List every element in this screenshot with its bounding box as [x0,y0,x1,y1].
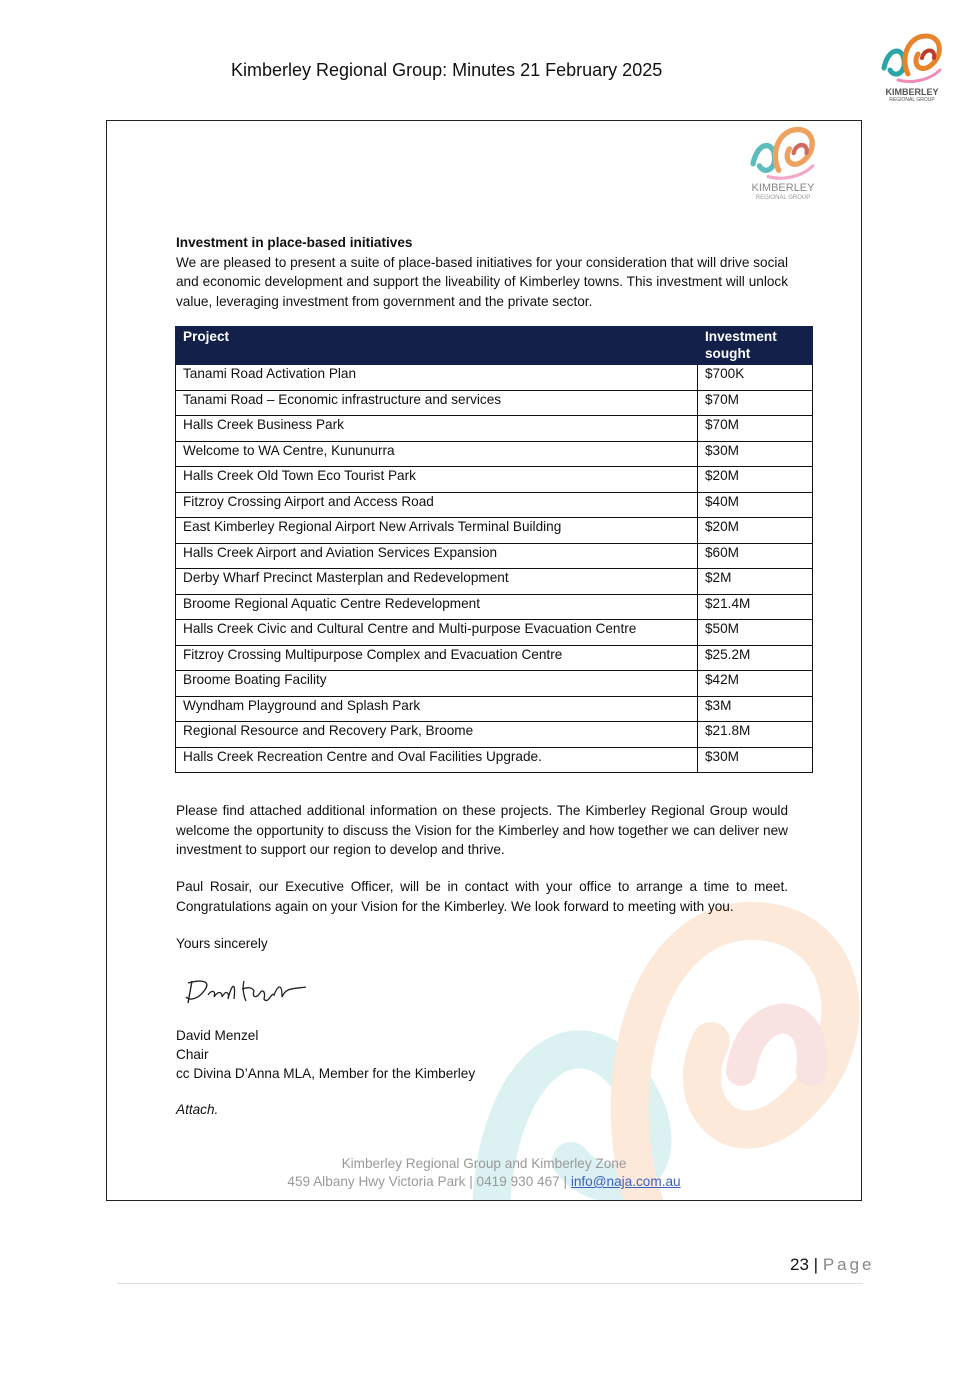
letter-footer-line2 [107,1174,861,1189]
project-amount: $30M [698,441,813,467]
logo-tagline: REGIONAL GROUP [755,195,811,201]
projects-table [175,326,813,773]
project-name: Fitzroy Crossing Multipurpose Complex and Evacuation Centre [176,645,698,671]
signer-name: David Menzel [176,1028,259,1043]
project-name: Halls Creek Civic and Cultural Centre and Multi-purpose Evacuation Centre [176,620,698,646]
header-investment: Investment sought [698,327,813,365]
project-name: Fitzroy Crossing Airport and Access Road [176,492,698,518]
project-amount: $2M [698,569,813,595]
table-row [176,416,813,442]
project-name: Wyndham Playground and Splash Park [176,696,698,722]
bottom-divider [117,1283,863,1284]
logo-swirl-icon [745,121,821,183]
page-word: Page [822,1255,875,1274]
table-row [176,569,813,595]
paragraph-contact [176,877,788,916]
table-row [176,467,813,493]
table-row [176,747,813,773]
logo-name: KIMBERLEY [885,87,939,97]
project-amount: $40M [698,492,813,518]
project-name: Tanami Road Activation Plan [176,365,698,391]
attach-label: Attach. [176,1102,219,1117]
letter-intro [176,233,788,311]
page-number-separator: | [813,1255,819,1274]
table-header-row [176,327,813,365]
signer-block [176,1026,788,1083]
logo-name: KIMBERLEY [751,182,815,194]
logo-tagline: REGIONAL GROUP [889,97,935,103]
project-name: Halls Creek Airport and Aviation Services Expansion [176,543,698,569]
paragraph-attached-info [176,801,788,860]
project-name: Regional Resource and Recovery Park, Broome [176,722,698,748]
project-amount: $70M [698,390,813,416]
attach-block [176,1100,788,1120]
project-amount: $20M [698,518,813,544]
logo-swirl-icon [878,28,946,86]
table-row [176,696,813,722]
kimberley-logo-letter [745,121,821,205]
kimberley-logo-header [878,28,946,106]
table-row [176,518,813,544]
project-amount: $700K [698,365,813,391]
project-amount: $50M [698,620,813,646]
page-number [790,1255,875,1275]
letter-frame [106,120,862,1201]
section-title: Investment in place-based initiatives [176,235,413,250]
project-amount: $21.4M [698,594,813,620]
project-name: Welcome to WA Centre, Kununurra [176,441,698,467]
project-amount: $21.8M [698,722,813,748]
project-amount: $42M [698,671,813,697]
project-name: East Kimberley Regional Airport New Arrivals Terminal Building [176,518,698,544]
paragraph-1: Please find attached additional information on these projects. The Kimberley Regional Group would welcome the opportunity to discuss the Vision for the Kimberley and how together we can deliver new investment to support our region to develop and thrive. [176,803,788,857]
project-name: Halls Creek Recreation Centre and Oval Facilities Upgrade. [176,747,698,773]
table-row [176,722,813,748]
header-project: Project [176,327,698,365]
table-row [176,594,813,620]
closing-block [176,934,788,954]
letter-footer-line1: Kimberley Regional Group and Kimberley Zone [341,1156,627,1171]
table-row [176,441,813,467]
table-row [176,365,813,391]
signature-icon [182,973,312,1009]
table-row [176,671,813,697]
closing-salutation: Yours sincerely [176,936,268,951]
project-name: Halls Creek Business Park [176,416,698,442]
project-name: Broome Boating Facility [176,671,698,697]
footer-email-link[interactable]: info@naja.com.au [570,1174,681,1189]
intro-paragraph: We are pleased to present a suite of place-based initiatives for your consideration that will drive social and economic development and support the liveability of Kimberley towns. This investment will unlock value, leveraging investment from government and the private sector. [176,254,788,309]
project-name: Tanami Road – Economic infrastructure and services [176,390,698,416]
table-row [176,543,813,569]
table-row [176,492,813,518]
signer-title: Chair [176,1047,209,1062]
project-amount: $20M [698,467,813,493]
table-row [176,645,813,671]
project-amount: $70M [698,416,813,442]
project-name: Broome Regional Aquatic Centre Redevelopment [176,594,698,620]
page-header-title: Kimberley Regional Group: Minutes 21 February 2025 [231,60,663,80]
project-amount: $25.2M [698,645,813,671]
paragraph-2: Paul Rosair, our Executive Officer, will be in contact with your office to arrange a time to meet. Congratulations again on your Vision for the Kimberley. We look forward to meeting with you. [176,879,788,914]
table-row [176,620,813,646]
cc-line: cc Divina D’Anna MLA, Member for the Kimberley [176,1066,476,1081]
page-number-value: 23 [790,1255,809,1274]
table-row [176,390,813,416]
project-amount: $30M [698,747,813,773]
project-amount: $3M [698,696,813,722]
project-name: Derby Wharf Precinct Masterplan and Redevelopment [176,569,698,595]
footer-address: 459 Albany Hwy Victoria Park | 0419 930 467 | [287,1174,571,1189]
project-name: Halls Creek Old Town Eco Tourist Park [176,467,698,493]
project-amount: $60M [698,543,813,569]
